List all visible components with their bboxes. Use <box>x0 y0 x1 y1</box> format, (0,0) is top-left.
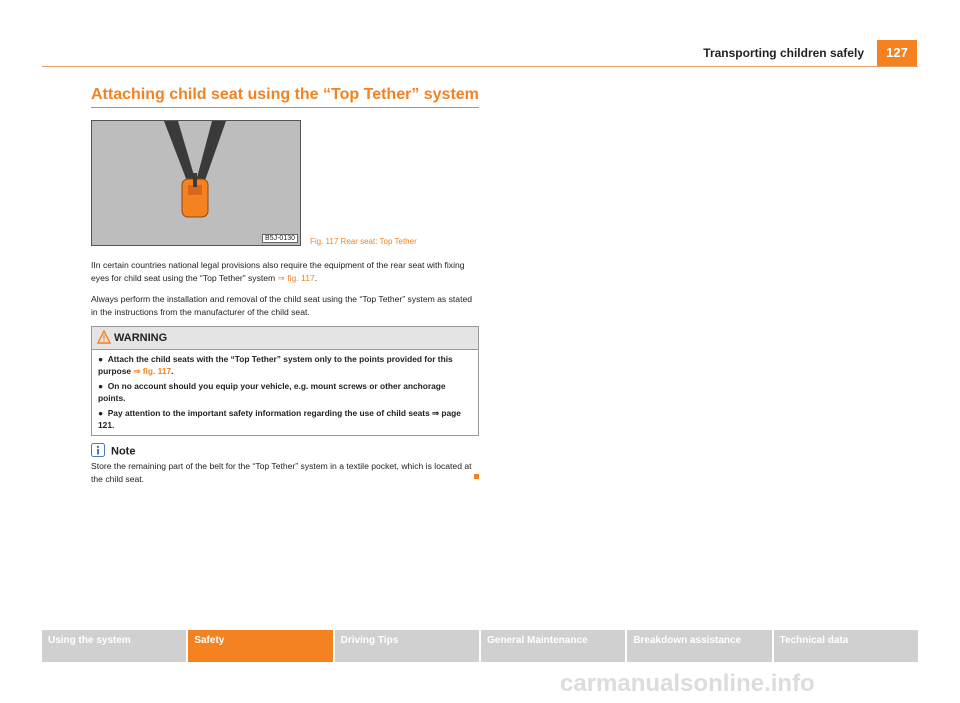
warning-header <box>92 327 478 350</box>
warning-item-1-end: . <box>171 365 174 376</box>
warning-item-2-text: On no account should you equip your vehicle, e.g. mount screws or other anchorage points. <box>98 381 446 403</box>
section-title: Attaching child seat using the “Top Tether” system <box>91 86 479 108</box>
footer-tab-breakdown-assistance[interactable]: Breakdown assistance <box>627 630 771 662</box>
warning-triangle-icon <box>97 330 111 352</box>
note-title: Note <box>111 445 136 458</box>
header-divider <box>42 66 918 67</box>
figure-code: B5J-0130 <box>262 234 298 243</box>
warning-title: WARNING <box>114 332 168 344</box>
footer-tab-using-the-system[interactable]: Using the system <box>42 630 186 662</box>
figure-reference-link[interactable]: ⇒ fig. 117 <box>277 272 315 283</box>
figure-image <box>91 120 301 246</box>
warning-box <box>91 326 479 436</box>
warning-item-3-text: Pay attention to the important safety information regarding the use of child seats ⇒ page 121. <box>98 408 461 430</box>
section-end-marker <box>474 474 479 479</box>
note-text: Store the remaining part of the belt for the “Top Tether” system in a textile pocket, which is located at the child seat. <box>91 461 472 484</box>
warning-item <box>98 381 472 404</box>
info-icon <box>91 443 105 460</box>
note-header <box>91 443 135 460</box>
warning-item-1-text: Attach the child seats with the “Top Tether” system only to the points provided for this purpose <box>98 354 453 376</box>
footer-tab-driving-tips[interactable]: Driving Tips <box>335 630 479 662</box>
figure-caption: Fig. 117 Rear seat: Top Tether <box>310 237 417 246</box>
paragraph-2: Always perform the installation and removal of the child seat using the “Top Tether” system as stated in the instructions from the manufacturer of the child seat. <box>91 294 473 317</box>
warning-list <box>92 350 478 439</box>
warning-item <box>98 408 472 431</box>
bullet-icon: ● <box>98 354 108 364</box>
page-header-title: Transporting children safely <box>703 46 864 60</box>
bullet-icon: ● <box>98 408 108 418</box>
paragraph-1 <box>91 259 479 284</box>
bullet-icon: ● <box>98 381 108 391</box>
warning-item <box>98 354 472 377</box>
watermark-text: carmanualsonline.info <box>560 670 815 697</box>
warning-figure-reference-link[interactable]: ⇒ fig. 117 <box>133 365 172 376</box>
footer-tab-safety[interactable]: Safety <box>188 630 332 662</box>
footer-nav <box>42 630 918 662</box>
top-tether-illustration <box>92 121 300 245</box>
paragraph-1-text: IIn certain countries national legal provisions also require the equipment of the rear seat with fixing eyes for child seat using the “Top Tether” system <box>91 260 465 283</box>
page-number-badge: 127 <box>877 40 917 66</box>
footer-tab-general-maintenance[interactable]: General Maintenance <box>481 630 625 662</box>
paragraph-1-end: . <box>314 272 318 283</box>
footer-tab-technical-data[interactable]: Technical data <box>774 630 918 662</box>
